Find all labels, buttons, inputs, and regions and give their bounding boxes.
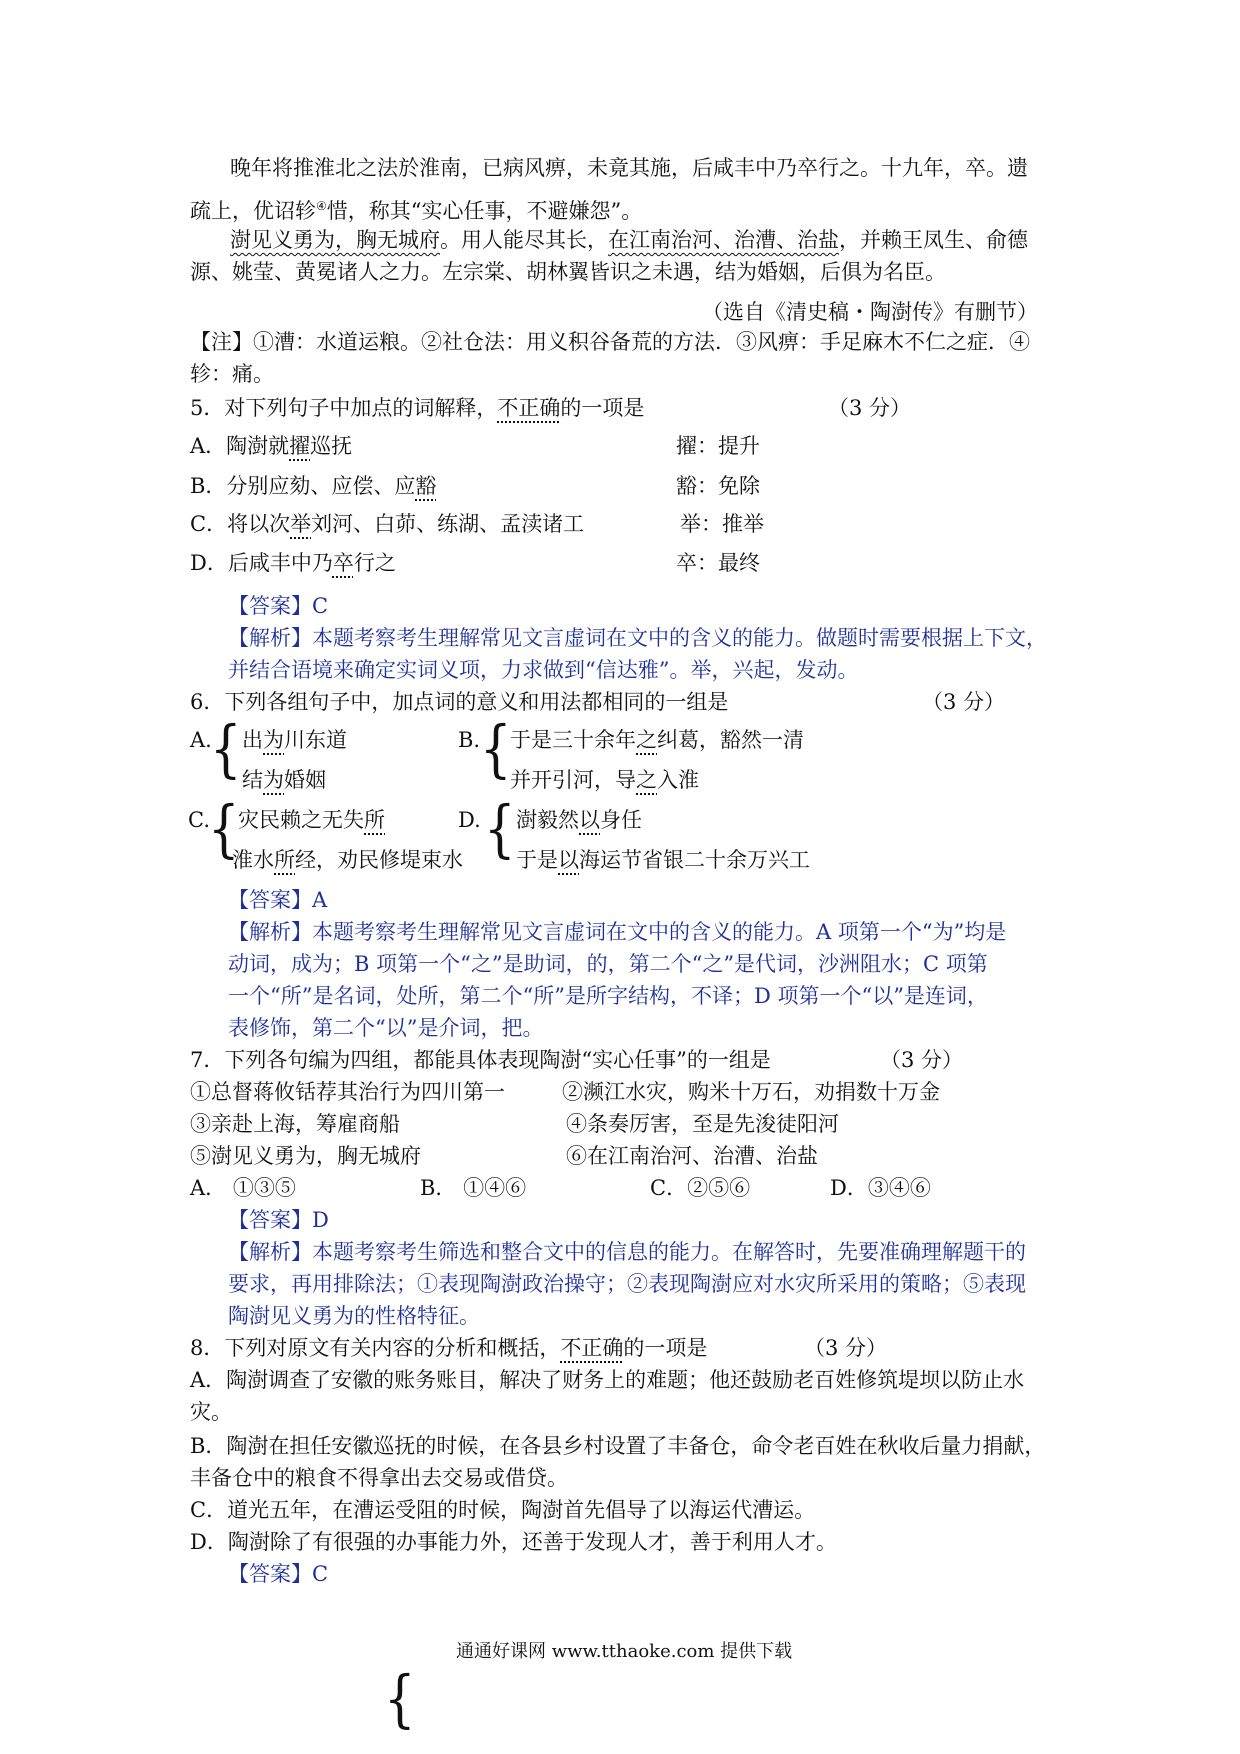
q5-gloss-c: 举：推举 bbox=[680, 512, 764, 536]
passage-text: 疏上，优诏轸 bbox=[190, 199, 316, 223]
option-text: 于是 bbox=[516, 848, 558, 872]
q5-option-a bbox=[190, 430, 352, 462]
q7-option-a: A． ①③⑤ bbox=[190, 1176, 296, 1200]
q7-analysis: 要求，再用排除法；①表现陶澍政治操守；②表现陶澍应对水灾所采用的策略；⑤表现 bbox=[228, 1272, 1026, 1296]
passage-line bbox=[190, 190, 642, 227]
q7-item: ⑤澍见义勇为，胸无城府 bbox=[190, 1144, 421, 1168]
option-text: 入淮 bbox=[657, 768, 699, 792]
q8-option-a: A．陶澍调查了安徽的账务账目，解决了财务上的难题；他还鼓励老百姓修筑堤坝以防止水 bbox=[190, 1368, 1025, 1392]
q7-option-c: C．②⑤⑥ bbox=[650, 1176, 751, 1200]
q6-score: （3 分） bbox=[922, 690, 1006, 714]
option-text: 出 bbox=[242, 728, 263, 752]
q6-analysis: 一个“所”是名词，处所，第二个“所”是所字结构，不译；D 项第一个“以”是连词， bbox=[228, 984, 988, 1008]
passage-source: （选自《清史稿・陶澍传》有删节） bbox=[702, 300, 1038, 324]
dotted-word: 为 bbox=[263, 768, 284, 792]
q6-answer: 【答案】A bbox=[228, 888, 328, 912]
q6-stem: 6．下列各组句子中，加点词的意义和用法都相同的一组是 bbox=[190, 690, 729, 714]
q6-a2 bbox=[242, 764, 326, 796]
q8-option-b-cont: 丰备仓中的粮食不得拿出去交易或借贷。 bbox=[190, 1466, 568, 1490]
q5-score: （3 分） bbox=[828, 396, 912, 420]
q6-option-c-label: C. bbox=[188, 808, 210, 832]
q5-option-c bbox=[190, 508, 584, 540]
q7-item: ③亲赴上海，筹雇商船 bbox=[190, 1112, 400, 1136]
option-text: 巡抚 bbox=[310, 434, 353, 458]
option-text: 婚姻 bbox=[284, 768, 326, 792]
dotted-word: 之 bbox=[636, 728, 657, 752]
footnote-marker: ④ bbox=[316, 199, 327, 213]
dotted-word: 擢 bbox=[289, 434, 311, 458]
q5-stem-text: 的一项是 bbox=[560, 396, 645, 420]
dotted-word: 所 bbox=[364, 808, 385, 832]
q8-stem bbox=[190, 1332, 707, 1364]
q8-answer: 【答案】C bbox=[228, 1562, 329, 1586]
option-text: 澍毅然 bbox=[516, 808, 579, 832]
option-text: 灾民赖之无失 bbox=[238, 808, 364, 832]
q6-option-d-label: D. bbox=[458, 808, 481, 832]
q6-analysis: 表修饰，第二个“以”是介词，把。 bbox=[228, 1016, 544, 1040]
q7-item: ⑥在江南治河、治漕、治盐 bbox=[566, 1144, 818, 1168]
q7-stem: 7．下列各句编为四组，都能具体表现陶澍“实心任事”的一组是 bbox=[190, 1048, 771, 1072]
note-line: 【注】①漕：水道运粮。②社仓法：用义积谷备荒的方法．③风痹：手足麻木不仁之症．④ bbox=[190, 330, 1030, 354]
option-text: 淮水 bbox=[232, 848, 274, 872]
q5-gloss-a: 擢：提升 bbox=[676, 434, 760, 458]
dotted-word: 为 bbox=[263, 728, 284, 752]
brace-icon: { bbox=[208, 792, 240, 865]
option-text: 行之 bbox=[353, 551, 396, 575]
dotted-word: 举 bbox=[290, 512, 312, 536]
dotted-word: 豁 bbox=[415, 474, 437, 498]
q7-option-b: B． ①④⑥ bbox=[420, 1176, 527, 1200]
q5-option-b bbox=[190, 470, 436, 502]
q7-analysis: 【解析】本题考察考生筛选和整合文中的信息的能力。在解答时，先要准确理解题干的 bbox=[228, 1240, 1026, 1264]
option-text: 刘河、白茆、练湖、孟渎诸工 bbox=[311, 512, 585, 536]
q6-d2 bbox=[516, 844, 810, 876]
dotted-word: 以 bbox=[579, 808, 600, 832]
brace-icon: { bbox=[480, 712, 512, 785]
option-text: 结 bbox=[242, 768, 263, 792]
note-line: 轸：痛。 bbox=[190, 362, 274, 386]
q5-stem-emphasis: 不正确 bbox=[497, 396, 561, 420]
q8-stem-text: 8．下列对原文有关内容的分析和概括， bbox=[190, 1336, 561, 1360]
q5-gloss-b: 豁：免除 bbox=[676, 474, 760, 498]
option-text: 并开引河，导 bbox=[510, 768, 636, 792]
option-text: 经，劝民修堤束水 bbox=[295, 848, 463, 872]
q8-option-d: D．陶澍除了有很强的办事能力外，还善于发现人才，善于利用人才。 bbox=[190, 1530, 837, 1554]
option-text: 川东道 bbox=[284, 728, 347, 752]
passage-line: 源、姚莹、黄冕诸人之力。左宗棠、胡林翼皆识之未遇，结为婚姻，后俱为名臣。 bbox=[190, 260, 946, 284]
wavy-underlined-text: 在江南治河、治漕、治盐 bbox=[608, 228, 839, 252]
option-text: 海运节省银二十余万兴工 bbox=[579, 848, 810, 872]
footer-text: 通通好课网 www.tthaoke.com 提供下载 bbox=[456, 1641, 793, 1662]
q8-stem-emphasis: 不正确 bbox=[560, 1336, 624, 1360]
option-text: 身任 bbox=[600, 808, 642, 832]
q7-answer: 【答案】D bbox=[228, 1208, 329, 1232]
q6-analysis: 【解析】本题考察考生理解常见文言虚词在文中的含义的能力。A 项第一个“为”均是 bbox=[228, 920, 1007, 944]
dotted-word: 以 bbox=[558, 848, 579, 872]
option-text: A．陶澍就 bbox=[190, 434, 290, 458]
brace-icon: { bbox=[210, 712, 242, 785]
q7-item: ②濒江水灾，购米十万石，劝捐数十万金 bbox=[562, 1080, 940, 1104]
q7-analysis: 陶澍见义勇为的性格特征。 bbox=[228, 1304, 480, 1328]
option-text: 于是三十余年 bbox=[510, 728, 636, 752]
q6-b2 bbox=[510, 764, 699, 796]
q6-b1 bbox=[510, 724, 804, 756]
q5-analysis: 【解析】本题考察考生理解常见文言虚词在文中的含义的能力。做题时需要根据上下文， bbox=[228, 626, 1047, 650]
q7-score: （3 分） bbox=[880, 1048, 964, 1072]
passage-line bbox=[230, 224, 1028, 256]
passage-text: 惜，称其“实心任事，不避嫌怨”。 bbox=[326, 199, 643, 223]
option-text: D．后咸丰中乃 bbox=[190, 551, 333, 575]
option-text: B．分别应劾、应偿、应 bbox=[190, 474, 416, 498]
passage-text: ，并赖王凤生、俞德 bbox=[839, 228, 1028, 252]
q5-answer: 【答案】C bbox=[228, 594, 329, 618]
q7-option-d: D．③④⑥ bbox=[830, 1176, 931, 1200]
q7-item: ①总督蒋攸铦荐其治行为四川第一 bbox=[190, 1080, 505, 1104]
passage-text: 。用人能尽其长， bbox=[440, 228, 608, 252]
dotted-word: 之 bbox=[636, 768, 657, 792]
q6-c1 bbox=[238, 804, 385, 836]
q5-stem-text: 5．对下列句子中加点的词解释， bbox=[190, 396, 498, 420]
q6-analysis: 动词，成为；B 项第一个“之”是助词，的，第二个“之”是代词，沙洲阻水；C 项第 bbox=[228, 952, 988, 976]
q8-option-a-cont: 灾。 bbox=[190, 1400, 232, 1424]
q8-score: （3 分） bbox=[804, 1336, 888, 1360]
q7-item: ④条奏厉害，至是先浚徒阳河 bbox=[566, 1112, 839, 1136]
option-text: C．将以次 bbox=[190, 512, 291, 536]
option-text: 纠葛，豁然一清 bbox=[657, 728, 804, 752]
q5-option-d bbox=[190, 547, 396, 579]
q6-a1 bbox=[242, 724, 347, 756]
dotted-word: 卒 bbox=[332, 551, 354, 575]
dotted-word: 所 bbox=[274, 848, 295, 872]
q6-option-a-label: A. bbox=[190, 728, 212, 752]
q6-c2 bbox=[232, 844, 463, 876]
q8-stem-text: 的一项是 bbox=[623, 1336, 708, 1360]
q6-d1 bbox=[516, 804, 642, 836]
q8-option-c: C．道光五年，在漕运受阻的时候，陶澍首先倡导了以海运代漕运。 bbox=[190, 1498, 816, 1522]
wavy-underlined-text: 澍见义勇为，胸无城府 bbox=[230, 228, 440, 252]
q5-gloss-d: 卒：最终 bbox=[676, 551, 760, 575]
brace-icon: { bbox=[384, 1662, 416, 1735]
brace-icon: { bbox=[484, 792, 516, 865]
q5-stem bbox=[190, 392, 644, 424]
q5-analysis: 并结合语境来确定实词义项，力求做到“信达雅”。举，兴起，发动。 bbox=[228, 658, 859, 682]
passage-line: 晚年将推淮北之法於淮南，已病风痹，未竟其施，后咸丰中乃卒行之。十九年，卒。遗 bbox=[230, 156, 1028, 180]
q6-option-b-label: B. bbox=[458, 728, 481, 752]
q8-option-b: B．陶澍在担任安徽巡抚的时候，在各县乡村设置了丰备仓，命令老百姓在秋收后量力捐献， bbox=[190, 1434, 1046, 1458]
